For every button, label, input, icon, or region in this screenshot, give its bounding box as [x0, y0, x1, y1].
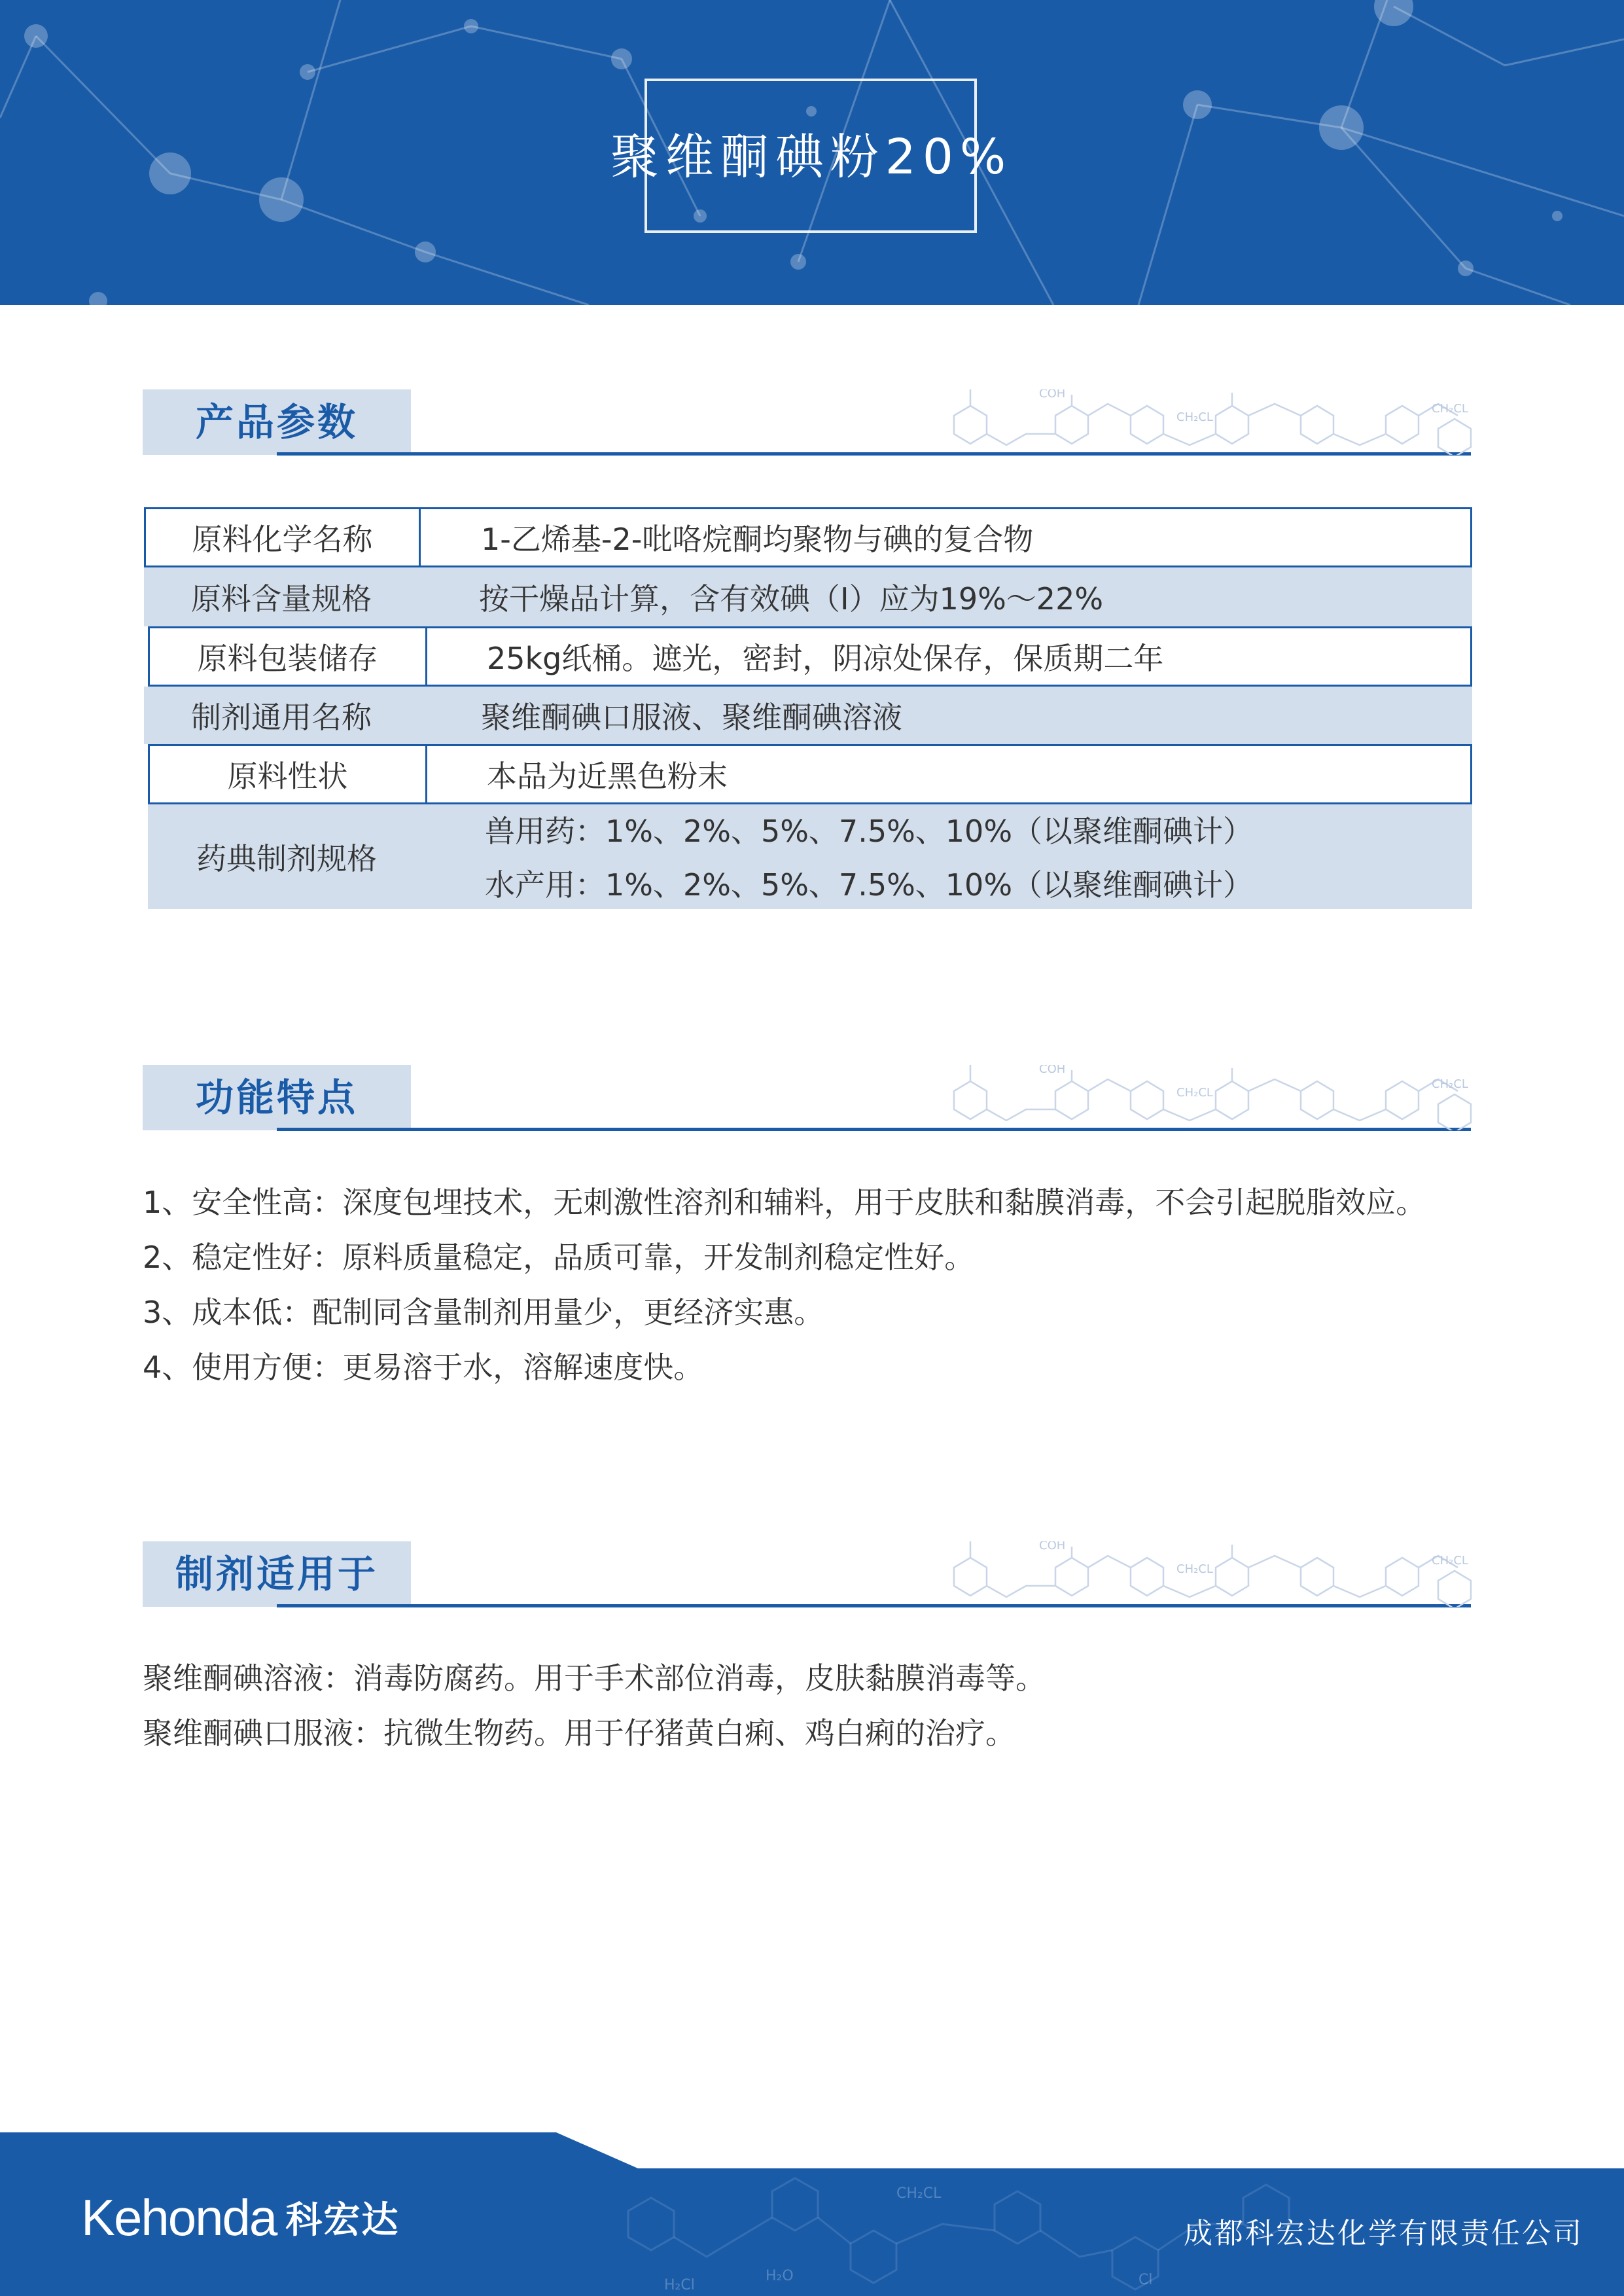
list-item: 1、安全性高：深度包埋技术，无刺激性溶剂和辅料，用于皮肤和黏膜消毒，不会引起脱脂效应。 — [143, 1185, 1426, 1220]
section-title-applications: 制剂适用于 — [175, 1552, 378, 1596]
row-value-line: 兽用药：1%、2%、5%、7.5%、10%（以聚维酮碘计） — [485, 814, 1254, 849]
brand-logo — [81, 2185, 399, 2250]
logo-wordmark: Kehonda — [81, 2188, 277, 2246]
row-value: 按干燥品计算，含有效碘（I）应为19%～22% — [479, 581, 1104, 617]
logo-chinese-name: 科宏达 — [285, 2199, 400, 2242]
applications-list — [143, 1651, 1046, 1761]
section-title-params: 产品参数 — [195, 400, 358, 444]
table-row — [144, 687, 1472, 744]
formula-label: CH₂CL — [1176, 410, 1213, 424]
section-header-features — [143, 1065, 1471, 1137]
company-name: 成都科宏达化学有限责任公司 — [1184, 2217, 1583, 2250]
features-list — [143, 1175, 1426, 1395]
chemical-structure-decoration — [934, 389, 1484, 455]
row-label: 制剂通用名称 — [191, 700, 372, 735]
section-title-features: 功能特点 — [195, 1075, 358, 1120]
formula-label: COH — [1039, 1065, 1066, 1076]
row-label: 原料含量规格 — [191, 581, 372, 617]
row-label: 原料化学名称 — [146, 509, 421, 565]
formula-label: CH₂CL — [1176, 1086, 1213, 1100]
list-item: 4、使用方便：更易溶于水，溶解速度快。 — [143, 1350, 704, 1385]
formula-label: H₂O — [766, 2268, 794, 2284]
chemical-structure-decoration — [934, 1065, 1484, 1130]
formula-label: CH₂CL — [1432, 1554, 1468, 1568]
list-item: 聚维酮碘口服液：抗微生物药。用于仔猪黄白痢、鸡白痢的治疗。 — [143, 1715, 1015, 1751]
row-value-line: 水产用：1%、2%、5%、7.5%、10%（以聚维酮碘计） — [485, 867, 1254, 903]
formula-label: CH₂CL — [1432, 1077, 1468, 1091]
formula-label: H₂Cl — [664, 2277, 695, 2293]
list-item: 2、稳定性好：原料质量稳定，品质可靠，开发制剂稳定性好。 — [143, 1240, 975, 1275]
table-row — [148, 626, 1472, 687]
formula-label: CH₂CL — [896, 2185, 942, 2202]
list-item: 聚维酮碘溶液：消毒防腐药。用于手术部位消毒，皮肤黏膜消毒等。 — [143, 1660, 1046, 1696]
row-value: 本品为近黑色粉末 — [487, 759, 728, 794]
table-row — [148, 744, 1472, 804]
page-title: 聚维酮碘粉20% — [610, 129, 1013, 185]
row-label: 药典制剂规格 — [196, 841, 377, 876]
formula-label: CH₂CL — [1176, 1562, 1213, 1576]
table-row — [144, 567, 1472, 626]
header-banner — [0, 0, 1624, 305]
chemical-structure-decoration — [934, 1541, 1484, 1607]
formula-label: CH₂CL — [1432, 402, 1468, 416]
footer-banner — [0, 2132, 1624, 2296]
row-value: 聚维酮碘口服液、聚维酮碘溶液 — [481, 700, 902, 735]
formula-label: COH — [1039, 389, 1066, 401]
row-value: 1-乙烯基-2-吡咯烷酮均聚物与碘的复合物 — [481, 522, 1034, 557]
list-item: 3、成本低：配制同含量制剂用量少，更经济实惠。 — [143, 1295, 824, 1330]
section-header-applications — [143, 1541, 1471, 1613]
row-values — [485, 804, 1253, 912]
section-header-params — [143, 389, 1471, 461]
formula-label: Cl — [1139, 2272, 1153, 2288]
table-row — [148, 804, 1472, 909]
row-label: 原料包装储存 — [150, 628, 427, 685]
row-label: 原料性状 — [150, 746, 427, 802]
formula-label: COH — [1039, 1541, 1066, 1552]
row-value: 25kg纸桶。遮光，密封，阴凉处保存，保质期二年 — [487, 641, 1164, 676]
table-row — [144, 507, 1472, 567]
